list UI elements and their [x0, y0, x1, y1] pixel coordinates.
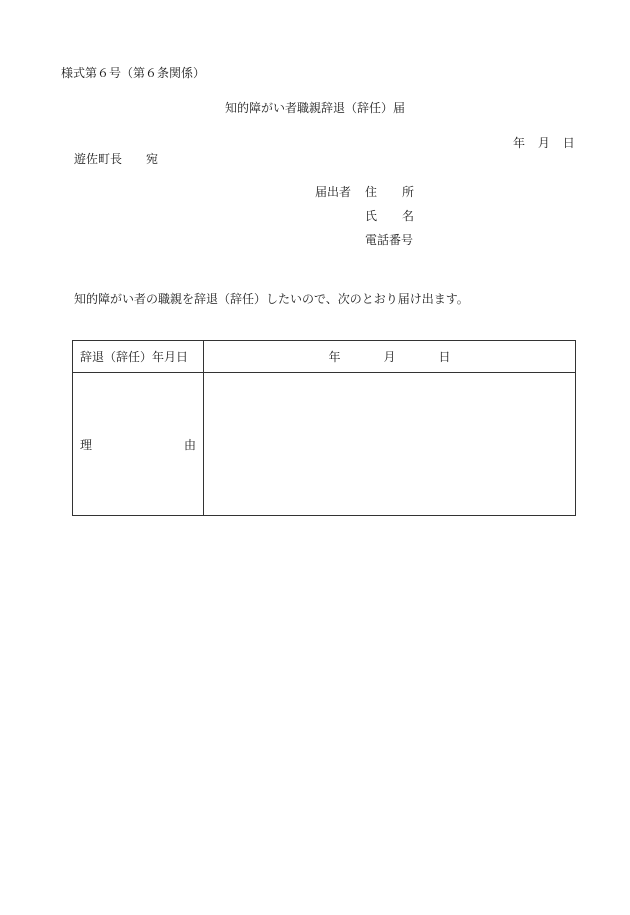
phone-label: 電話番号 [365, 233, 414, 247]
date-row [73, 341, 576, 373]
name-label-char-1: 氏 [365, 209, 378, 223]
date-value-cell[interactable] [204, 341, 576, 373]
date-row-label-cell [73, 341, 204, 373]
table-month-label: 月 [383, 350, 396, 364]
table-year-label: 年 [328, 350, 341, 364]
address-label [365, 185, 414, 199]
reason-row [73, 373, 576, 516]
reason-value-cell[interactable] [204, 373, 576, 516]
date-day-label: 日 [562, 136, 575, 150]
date-value [204, 348, 575, 365]
date-line [513, 136, 575, 150]
form-number: 様式第６号（第６条関係） [61, 66, 206, 80]
date-row-label: 辞退（辞任）年月日 [80, 350, 189, 364]
date-year-label: 年 [513, 136, 526, 150]
document-title: 知的障がい者職親辞退（辞任）届 [224, 101, 405, 115]
addressee [74, 152, 158, 166]
notifier-label: 届出者 [315, 185, 352, 199]
address-label-char-1: 住 [365, 185, 378, 199]
name-label-char-2: 名 [401, 209, 414, 223]
addressee-name: 遊佐町長 [74, 152, 123, 166]
record-table [72, 340, 576, 516]
reason-label-cell [73, 373, 204, 516]
table-day-label: 日 [438, 350, 451, 364]
reason-label [73, 436, 203, 453]
date-month-label: 月 [537, 136, 550, 150]
addressee-honorific: 宛 [146, 152, 159, 166]
reason-label-char-1: 理 [80, 437, 93, 452]
statement-text: 知的障がい者の職親を辞退（辞任）したいので、次のとおり届け出ます。 [74, 292, 469, 306]
address-label-char-2: 所 [401, 185, 414, 199]
name-label [365, 209, 414, 223]
reason-label-char-2: 由 [183, 437, 196, 452]
